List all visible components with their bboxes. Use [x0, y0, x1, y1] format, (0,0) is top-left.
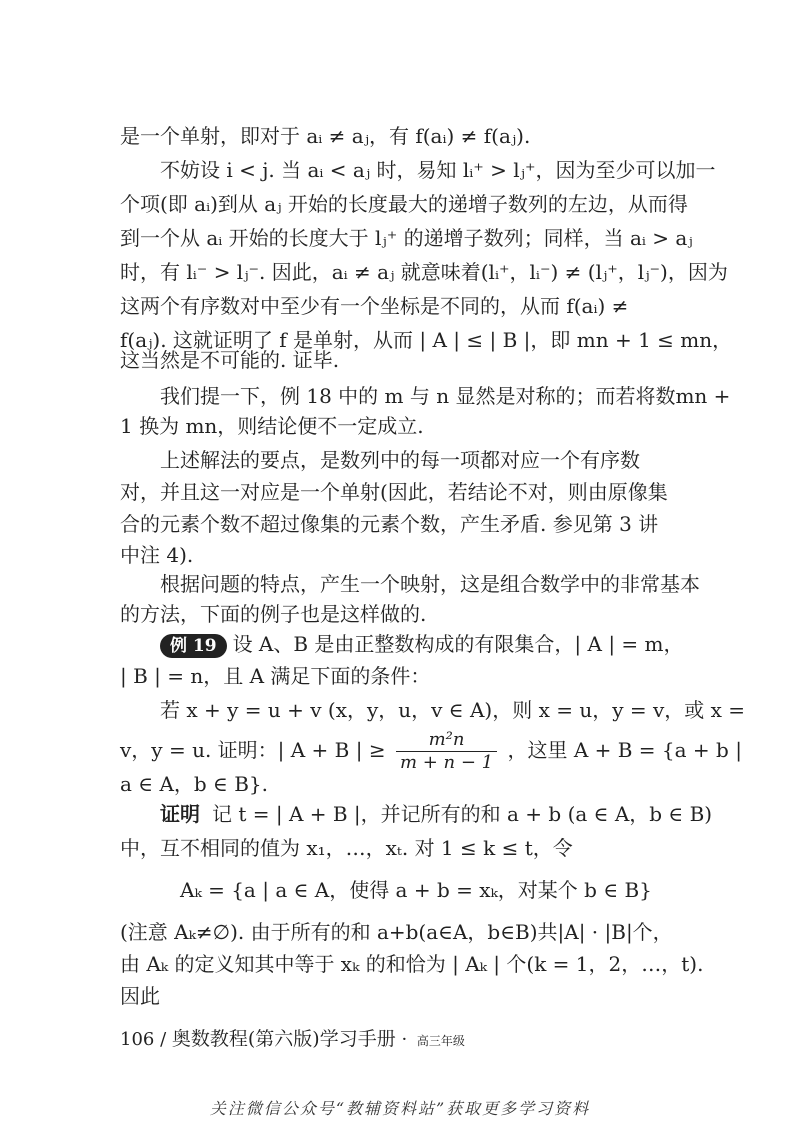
- text-line: 不妨设 i < j. 当 aᵢ < aⱼ 时，易知 lᵢ⁺ > lⱼ⁺，因为至少可以加一: [160, 158, 716, 182]
- text-line: 上述解法的要点，是数列中的每一项都对应一个有序数: [160, 448, 640, 472]
- book-title: 奥数教程(第六版)学习手册: [171, 1028, 396, 1050]
- fraction-numerator: m²n: [396, 729, 497, 752]
- text-line: 时，有 lᵢ⁻ > lⱼ⁻. 因此，aᵢ ≠ aⱼ 就意味着(lᵢ⁺，lᵢ⁻) ≠ (lⱼ⁺，lⱼ⁻)，因为: [120, 260, 728, 284]
- text-line: 的方法，下面的例子也是这样做的.: [120, 602, 427, 626]
- example-badge: 例 19: [160, 634, 227, 658]
- proof-label: 证明: [160, 802, 200, 826]
- page-footer: [120, 1024, 465, 1051]
- text-line: 根据问题的特点，产生一个映射，这是组合数学中的非常基本: [160, 572, 700, 596]
- example-text: v，y = u. 证明：| A + B | ≥: [120, 738, 386, 762]
- text-line: 1 换为 mn，则结论便不一定成立.: [120, 414, 424, 438]
- text-line: 这当然是不可能的. 证毕.: [120, 348, 340, 372]
- text-line: 我们提一下，例 18 中的 m 与 n 显然是对称的；而若将数mn +: [160, 384, 731, 408]
- grade-label: 高三年级: [416, 1034, 465, 1048]
- text-line: f(aⱼ). 这就证明了 f 是单射，从而 | A | ≤ | B |，即 mn + 1 ≤ mn，: [120, 328, 733, 352]
- page-number: 106 /: [120, 1029, 167, 1050]
- example-line: | B | = n，且 A 满足下面的条件：: [120, 664, 431, 688]
- text-line: 这两个有序数对中至少有一个坐标是不同的，从而 f(aᵢ) ≠: [120, 294, 629, 318]
- example-line: [160, 630, 684, 658]
- proof-line: 由 Aₖ 的定义知其中等于 xₖ 的和恰为 | Aₖ | 个(k = 1，2，…，t).: [120, 952, 704, 976]
- proof-line: 因此: [120, 984, 160, 1008]
- fraction: [396, 729, 497, 774]
- text-line: 中注 4).: [120, 543, 194, 567]
- proof-line: 中，互不相同的值为 x₁，…，xₜ. 对 1 ≤ k ≤ t，令: [120, 836, 573, 860]
- footer-dot: ·: [401, 1029, 408, 1050]
- example-line: a ∈ A，b ∈ B}.: [120, 772, 268, 796]
- text-line: 个项(即 aᵢ)到从 aⱼ 开始的长度最大的递增子数列的左边，从而得: [120, 192, 688, 216]
- text-line: 到一个从 aᵢ 开始的长度大于 lⱼ⁺ 的递增子数列；同样，当 aᵢ > aⱼ: [120, 226, 693, 250]
- text-line: 对，并且这一对应是一个单射(因此，若结论不对，则由原像集: [120, 480, 668, 504]
- proof-line: [160, 800, 712, 828]
- example-text: ，这里 A + B = {a + b |: [507, 738, 742, 762]
- fraction-denominator: m + n − 1: [399, 752, 494, 773]
- proof-line: (注意 Aₖ≠∅). 由于所有的和 a+b(a∈A，b∈B)共|A| · |B|个，: [120, 920, 673, 944]
- text-line: 合的元素个数不超过像集的元素个数，产生矛盾. 参见第 3 讲: [120, 512, 659, 536]
- example-line: 若 x + y = u + v (x，y，u，v ∈ A)，则 x = u，y = v，或 x =: [160, 698, 746, 722]
- proof-text: 记 t = | A + B |，并记所有的和 a + b (a ∈ A，b ∈ B): [212, 802, 713, 826]
- example-text: 设 A、B 是由正整数构成的有限集合，| A | = m，: [232, 632, 684, 656]
- watermark-text: 关注微信公众号“教辅资料站”获取更多学习资料: [209, 1099, 591, 1118]
- proof-formula: Aₖ = {a | a ∈ A，使得 a + b = xₖ，对某个 b ∈ B}: [180, 878, 652, 902]
- text-line: 是一个单射，即对于 aᵢ ≠ aⱼ，有 f(aᵢ) ≠ f(aⱼ).: [120, 124, 531, 148]
